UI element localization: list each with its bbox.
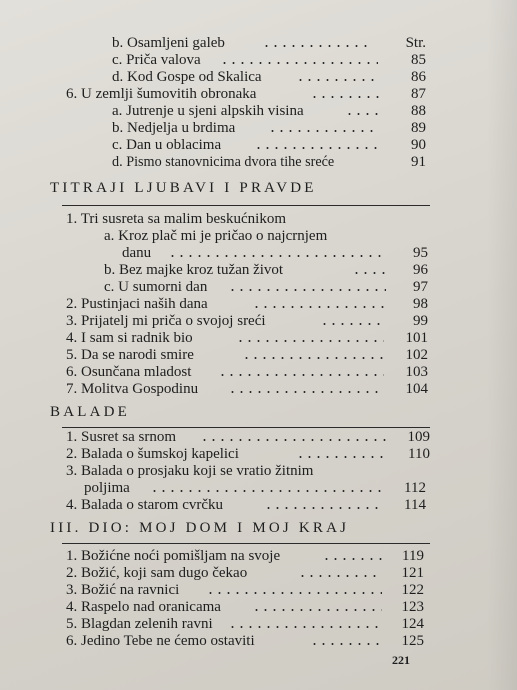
- entry-title: 7. Molitva Gospodinu: [66, 381, 199, 397]
- toc-entry: [0, 137, 517, 154]
- dot-leader: [310, 96, 380, 98]
- toc-entry: [0, 262, 517, 279]
- entry-title: 1. Susret sa srnom: [66, 429, 176, 445]
- page-number: 88: [411, 103, 426, 119]
- dot-leader: [345, 113, 380, 115]
- dot-leader: [264, 507, 384, 509]
- page-number: 99: [413, 313, 428, 329]
- dot-leader: [310, 643, 382, 645]
- toc-entry: [0, 480, 517, 497]
- page-number: 119: [402, 548, 424, 564]
- entry-title: danu: [122, 245, 152, 261]
- page-number: 91: [411, 154, 426, 170]
- dot-leader: [168, 255, 386, 257]
- entry-title: b. Osamljeni galeb: [112, 35, 225, 51]
- entry-title: b. Nedjelja u brdima: [112, 120, 236, 136]
- dot-leader: [242, 357, 384, 359]
- section-heading: BALADE: [50, 404, 131, 420]
- page-number: 96: [413, 262, 428, 278]
- toc-entry: [0, 69, 517, 86]
- toc-entry: [0, 364, 517, 381]
- entry-title: d. Kod Gospe od Skalica: [112, 69, 262, 85]
- entry-title: 6. Jedino Tebe ne ćemo ostaviti: [66, 633, 255, 649]
- toc-entry: [0, 330, 517, 347]
- page-number: 95: [413, 245, 428, 261]
- toc-entry: [0, 347, 517, 364]
- entry-title: 4. Raspelo nad oranicama: [66, 599, 221, 615]
- page-number: 85: [411, 52, 426, 68]
- page-number: 109: [407, 429, 430, 445]
- toc-entry: [0, 35, 517, 52]
- toc-entry: [0, 582, 517, 599]
- entry-title: d. Pismo stanovnicima dvora tihe sreće: [112, 154, 335, 170]
- section-rule: [62, 427, 430, 428]
- section-rule: [62, 543, 430, 544]
- entry-title: 3. Božić na ravnici: [66, 582, 180, 598]
- toc-entry: [0, 463, 517, 480]
- entry-title: c. Dan u oblacima: [112, 137, 222, 153]
- toc-entry: [0, 548, 517, 565]
- entry-title: 6. Osunčana mladost: [66, 364, 192, 380]
- section-heading: TITRAJI LJUBAVI I PRAVDE: [50, 180, 317, 196]
- dot-leader: [298, 575, 382, 577]
- dot-leader: [352, 272, 386, 274]
- page-number: 97: [413, 279, 428, 295]
- dot-leader: [236, 340, 384, 342]
- page-number: 90: [411, 137, 426, 153]
- entry-title: 6. U zemlji šumovitih obronaka: [66, 86, 257, 102]
- section-heading: III. DIO: MOJ DOM I MOJ KRAJ: [50, 520, 350, 536]
- page-number: 121: [401, 565, 424, 581]
- dot-leader: [200, 439, 386, 441]
- page-number: 104: [405, 381, 428, 397]
- dot-leader: [220, 62, 378, 64]
- toc-entry: [0, 429, 517, 446]
- dot-leader: [296, 79, 380, 81]
- toc-entry: [0, 52, 517, 69]
- entry-title: 1. Božićne noći pomišljam na svoje: [66, 548, 281, 564]
- page-number: 102: [405, 347, 428, 363]
- toc-entry: [0, 120, 517, 137]
- entry-title: 5. Da se narodi smire: [66, 347, 194, 363]
- entry-title: 5. Blagdan zelenih ravni: [66, 616, 213, 632]
- dot-leader: [320, 323, 386, 325]
- toc-entry: [0, 616, 517, 633]
- toc-entry: [0, 497, 517, 514]
- toc-entry: [0, 86, 517, 103]
- page-number: 98: [413, 296, 428, 312]
- toc-entry: [0, 245, 517, 262]
- toc-entry: [0, 381, 517, 398]
- dot-leader: [322, 558, 384, 560]
- toc-entry: [0, 211, 517, 228]
- toc-entry: [0, 565, 517, 582]
- page-number: 110: [408, 446, 430, 462]
- dot-leader: [254, 147, 378, 149]
- entry-title: 3. Balada o prosjaku koji se vratio žitnim: [66, 463, 314, 479]
- dot-leader: [206, 592, 382, 594]
- entry-title: 1. Tri susreta sa malim beskućnikom: [66, 211, 286, 227]
- page-number: 125: [401, 633, 424, 649]
- page-number: 103: [405, 364, 428, 380]
- entry-title: poljima: [84, 480, 130, 496]
- page-number: 114: [404, 497, 426, 513]
- entry-title: b. Bez majke kroz tužan život: [104, 262, 284, 278]
- toc-entry: [0, 313, 517, 330]
- toc-entry: [0, 228, 517, 245]
- dot-leader: [228, 391, 384, 393]
- section-rule: [62, 205, 430, 206]
- toc-entry: [0, 446, 517, 463]
- dot-leader: [252, 609, 382, 611]
- entry-title: 4. I sam si radnik bio: [66, 330, 193, 346]
- entry-title: 2. Balada o šumskoj kapelici: [66, 446, 239, 462]
- dot-leader: [218, 374, 384, 376]
- page-number: Str.: [405, 35, 426, 51]
- entry-title: 3. Prijatelj mi priča o svojoj sreći: [66, 313, 266, 329]
- dot-leader: [296, 456, 386, 458]
- toc-entry: [0, 633, 517, 650]
- page-folio: 221: [392, 653, 410, 667]
- page-number: 122: [401, 582, 424, 598]
- toc-entry: [0, 599, 517, 616]
- dot-leader: [228, 626, 382, 628]
- dot-leader: [228, 289, 386, 291]
- dot-leader: [252, 306, 386, 308]
- entry-title: 4. Balada o starom cvrčku: [66, 497, 224, 513]
- page-number: 89: [411, 120, 426, 136]
- entry-title: 2. Božić, koji sam dugo čekao: [66, 565, 248, 581]
- entry-title: a. Jutrenje u sjeni alpskih visina: [112, 103, 304, 119]
- toc-entry: [0, 279, 517, 296]
- page-number: 87: [411, 86, 426, 102]
- page-number: 124: [401, 616, 424, 632]
- page-number: 86: [411, 69, 426, 85]
- toc-entry: [0, 103, 517, 120]
- toc-entry: [0, 296, 517, 313]
- entry-title: a. Kroz plač mi je pričao o najcrnjem: [104, 228, 328, 244]
- dot-leader: [150, 490, 382, 492]
- page-number: 112: [404, 480, 426, 496]
- page-number: 101: [405, 330, 428, 346]
- toc-entry: [0, 154, 517, 171]
- entry-title: c. Priča valova: [112, 52, 201, 68]
- dot-leader: [262, 45, 372, 47]
- dot-leader: [268, 130, 378, 132]
- page-number: 123: [401, 599, 424, 615]
- entry-title: 2. Pustinjaci naših dana: [66, 296, 208, 312]
- entry-title: c. U sumorni dan: [104, 279, 208, 295]
